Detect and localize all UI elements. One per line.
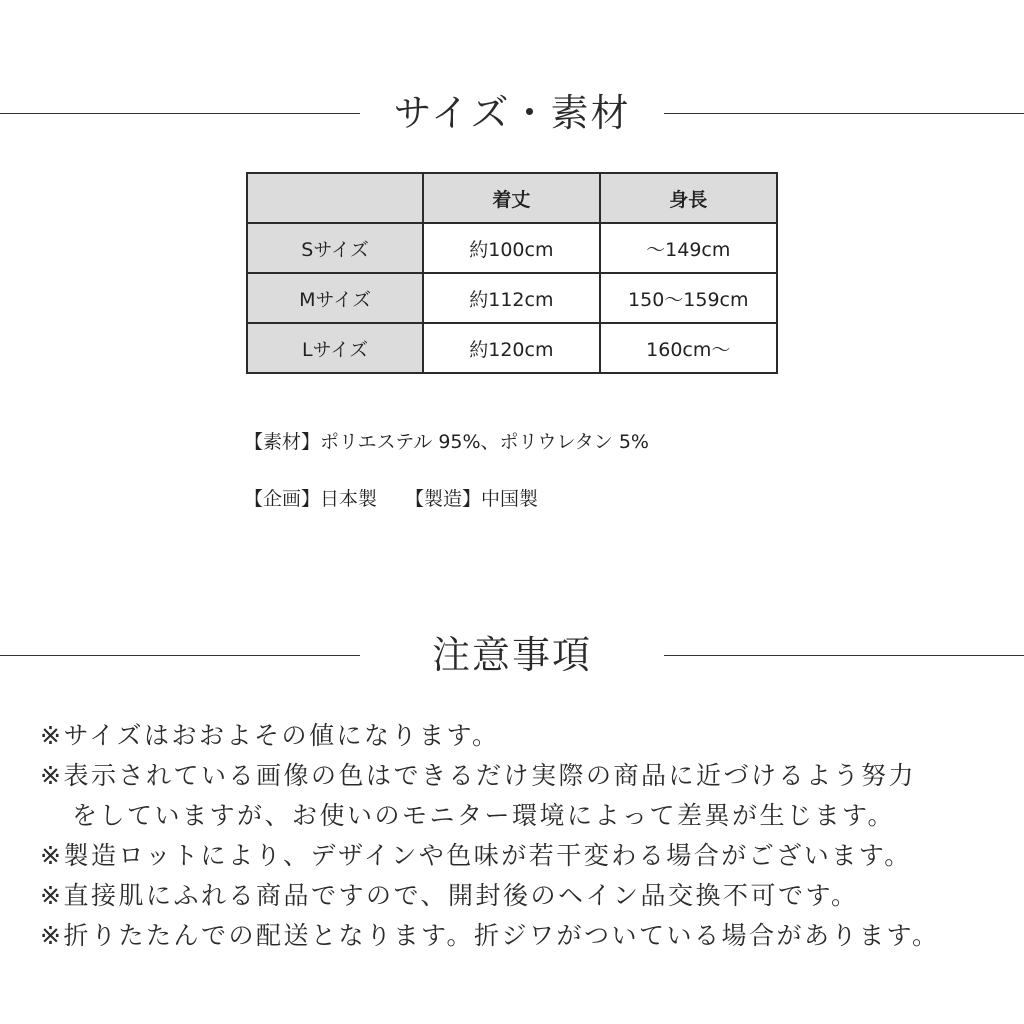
origin-line bbox=[244, 484, 538, 511]
length-value: 約120cm bbox=[423, 323, 599, 373]
table-row bbox=[247, 223, 777, 273]
table-header-length: 着丈 bbox=[423, 173, 599, 223]
note-item: ※折りたたんでの配送となります。折ジワがついている場合があります。 bbox=[40, 921, 940, 950]
length-value: 約112cm bbox=[423, 273, 599, 323]
size-label: Lサイズ bbox=[247, 323, 423, 373]
table-row bbox=[247, 273, 777, 323]
notes-title: 注意事項 bbox=[431, 633, 592, 677]
size-label: Sサイズ bbox=[247, 223, 423, 273]
length-value: 約100cm bbox=[423, 223, 599, 273]
note-item: ※表示されている画像の色はできるだけ実際の商品に近づけるよう努力 bbox=[40, 761, 916, 790]
note-item: ※製造ロットにより、デザインや色味が若干変わる場合がございます。 bbox=[40, 841, 912, 870]
size-label: Mサイズ bbox=[247, 273, 423, 323]
size-table bbox=[246, 172, 778, 374]
manufacturing-origin: 【製造】中国製 bbox=[405, 488, 539, 510]
table-header-row bbox=[247, 173, 777, 223]
heading-rule-right bbox=[664, 655, 1024, 656]
height-value: 160cm～ bbox=[600, 323, 777, 373]
material-text: 【素材】ポリエステル 95%、ポリウレタン 5% bbox=[244, 431, 649, 453]
size-material-heading bbox=[0, 83, 1024, 143]
height-value: ～149cm bbox=[600, 223, 777, 273]
notes-heading bbox=[0, 625, 1024, 685]
table-header-cell bbox=[247, 173, 423, 223]
note-item: ※サイズはおおよその値になります。 bbox=[40, 721, 500, 750]
table-header-height: 身長 bbox=[600, 173, 777, 223]
note-item: ※直接肌にふれる商品ですので、開封後のヘイン品交換不可です。 bbox=[40, 881, 859, 910]
table-row bbox=[247, 323, 777, 373]
planning-origin: 【企画】日本製 bbox=[244, 488, 378, 510]
notes-list bbox=[40, 716, 1000, 956]
heading-rule-left bbox=[0, 655, 360, 656]
heading-rule-right bbox=[664, 113, 1024, 114]
size-material-title: サイズ・素材 bbox=[393, 91, 631, 135]
note-item-continuation: をしていますが、お使いのモニター環境によって差異が生じます。 bbox=[72, 801, 896, 830]
heading-rule-left bbox=[0, 113, 360, 114]
height-value: 150～159cm bbox=[600, 273, 777, 323]
